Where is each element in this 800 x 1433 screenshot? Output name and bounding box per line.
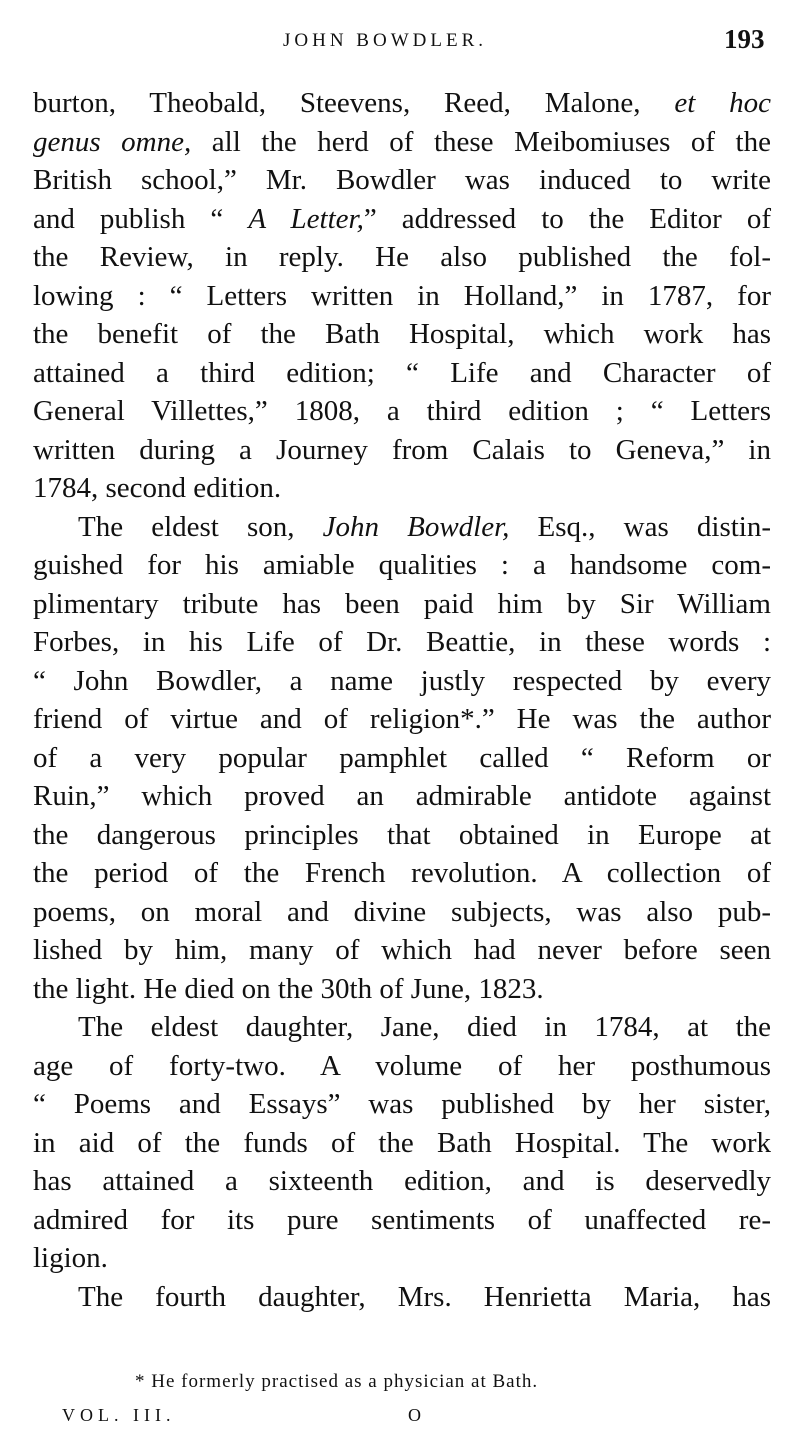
volume-signature: VOL. III. xyxy=(62,1405,176,1425)
text-run: plimentary tribute has been paid him by Sir William xyxy=(33,587,771,620)
text-run: Esq., was distin- xyxy=(509,510,772,543)
text-run: has attained a sixteenth edition, and is deservedly xyxy=(33,1165,771,1197)
text-run: all the herd of these Meibomiuses of the xyxy=(191,125,771,158)
text-run: The eldest son, xyxy=(78,510,323,543)
text-line xyxy=(33,238,771,277)
text-run: admired for its pure sentiments of unaffected re- xyxy=(33,1203,771,1236)
text-run: General Villettes,” 1808, a third edition ; “ Letters xyxy=(33,395,771,427)
text-line xyxy=(33,623,771,662)
body-text xyxy=(33,84,771,1316)
text-line xyxy=(33,1201,771,1240)
text-run: “ Poems and Essays” was published by her sister, xyxy=(33,1088,771,1120)
text-run: Ruin,” which proved an admirable antidote against xyxy=(33,780,771,812)
italic-text: A Letter, xyxy=(248,202,364,235)
text-run: ” addressed to the Editor of xyxy=(363,202,771,235)
italic-text: genus omne, xyxy=(33,125,192,158)
text-line xyxy=(33,662,771,701)
text-line xyxy=(33,970,771,1009)
text-line xyxy=(33,1278,771,1317)
text-line xyxy=(33,700,771,739)
text-run: written during a Journey from Calais to Geneva,” in xyxy=(33,433,771,466)
text-run: age of forty-two. A volume of her posthumous xyxy=(33,1049,771,1082)
text-line xyxy=(33,546,771,585)
text-line xyxy=(33,585,771,624)
text-run: British school,” Mr. Bowdler was induced to write xyxy=(33,164,771,196)
text-run: poems, on moral and divine subjects, was also pub- xyxy=(33,895,771,928)
text-line xyxy=(33,739,771,778)
text-run: burton, Theobald, Steevens, Reed, Malone, xyxy=(33,87,675,119)
text-line xyxy=(33,84,771,123)
text-line xyxy=(33,161,771,200)
text-line xyxy=(33,1085,771,1124)
page-header xyxy=(0,24,800,58)
text-run: the dangerous principles that obtained in Europe at xyxy=(33,818,771,851)
text-line xyxy=(33,816,771,855)
text-line xyxy=(33,1008,771,1047)
text-line xyxy=(33,777,771,816)
text-run: the Review, in reply. He also published the fol- xyxy=(33,241,771,273)
text-line xyxy=(33,123,771,162)
text-line xyxy=(33,1162,771,1201)
text-run: the light. He died on the 30th of June, 1823. xyxy=(33,972,544,1005)
text-run: the period of the French revolution. A collection of xyxy=(33,857,771,889)
text-run: and publish “ xyxy=(33,202,249,235)
signature-mark: O xyxy=(408,1405,421,1425)
text-line xyxy=(33,1124,771,1163)
italic-text: et hoc xyxy=(674,87,771,119)
text-line xyxy=(33,431,771,470)
italic-text: John Bowdler, xyxy=(322,510,510,543)
text-run: lished by him, many of which had never before seen xyxy=(33,934,771,966)
text-run: Forbes, in his Life of Dr. Beattie, in these words : xyxy=(33,626,771,658)
text-line xyxy=(33,1047,771,1086)
text-run: friend of virtue and of religion*.” He was the author xyxy=(33,703,771,735)
text-line xyxy=(33,1239,771,1278)
text-line xyxy=(33,893,771,932)
text-line xyxy=(33,469,771,508)
text-line xyxy=(33,354,771,393)
text-run: lowing : “ Letters written in Holland,” in 1787, for xyxy=(33,279,771,312)
text-run: attained a third edition; “ Life and Character of xyxy=(33,356,771,389)
text-run: guished for his amiable qualities : a handsome com- xyxy=(33,549,771,581)
text-run: The eldest daughter, Jane, died in 1784, at the xyxy=(78,1011,771,1043)
text-line xyxy=(33,854,771,893)
text-run: the benefit of the Bath Hospital, which work has xyxy=(33,318,771,350)
page-number: 193 xyxy=(724,24,765,54)
text-line xyxy=(33,315,771,354)
text-line xyxy=(33,277,771,316)
text-run: 1784, second edition. xyxy=(33,472,282,504)
text-run: ligion. xyxy=(33,1242,108,1274)
footnote: * He formerly practised as a physician at Bath. xyxy=(135,1371,539,1392)
text-run: of a very popular pamphlet called “ Reform or xyxy=(33,741,771,774)
text-run: The fourth daughter, Mrs. Henrietta Maria, has xyxy=(78,1280,771,1313)
text-line xyxy=(33,392,771,431)
running-head: JOHN BOWDLER. xyxy=(283,30,487,51)
text-line xyxy=(33,931,771,970)
text-run: in aid of the funds of the Bath Hospital. The work xyxy=(33,1126,771,1159)
text-line xyxy=(33,200,771,239)
text-run: “ John Bowdler, a name justly respected by every xyxy=(33,664,771,697)
text-line xyxy=(33,508,771,547)
